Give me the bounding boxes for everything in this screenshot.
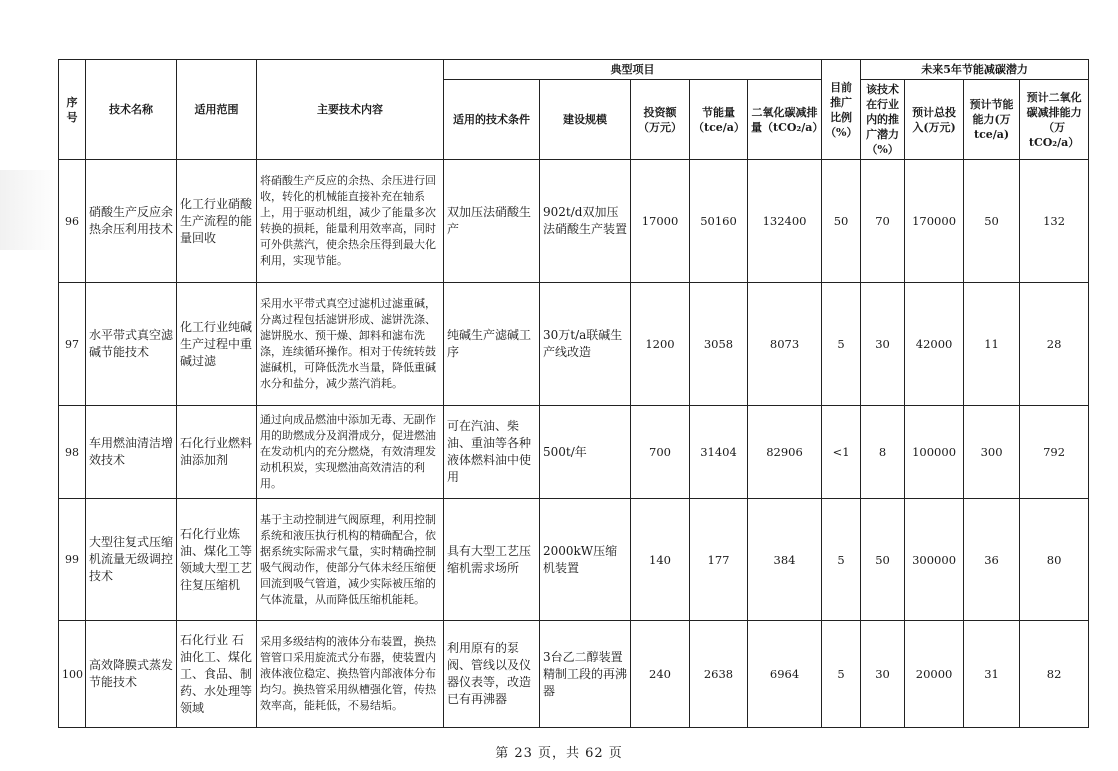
- header-seq: 序号: [59, 60, 86, 160]
- cell-saving-capacity: 36: [964, 499, 1020, 621]
- header-co2-capacity: 预计二氧化碳减排能力（万tCO₂/a）: [1020, 80, 1089, 160]
- header-scale: 建设规模: [540, 80, 631, 160]
- cell-potential: 8: [861, 406, 905, 499]
- cell-content: 将硝酸生产反应的余热、余压进行回收，转化的机械能直接补充在轴系上，用于驱动机组，减少了能量多次转换的损耗，能量利用效率高，同时可外供蒸汽，使余热余压得到最大化利用，实现节能。: [257, 160, 444, 283]
- cell-name: 车用燃油清洁增效技术: [86, 406, 177, 499]
- cell-condition: 利用原有的泵阀、管线以及仪器仪表等，改造已有再沸器: [444, 621, 540, 728]
- cell-content: 采用水平带式真空过滤机过滤重碱，分离过程包括滤饼形成、滤饼洗涤、滤饼脱水、预干燥、卸料和滤布洗涤，连续循环操作。相对于传统转鼓滤碱机，可降低洗水当量，降低重碱水分和盐分，减少蒸汽消耗。: [257, 283, 444, 406]
- cell-investment: 1200: [631, 283, 690, 406]
- cell-scale: 902t/d双加压法硝酸生产装置: [540, 160, 631, 283]
- cell-saving-capacity: 31: [964, 621, 1020, 728]
- cell-current-ratio: 5: [822, 621, 861, 728]
- cell-investment: 140: [631, 499, 690, 621]
- cell-seq: 98: [59, 406, 86, 499]
- cell-co2-reduction: 384: [748, 499, 822, 621]
- cell-co2-capacity: 28: [1020, 283, 1089, 406]
- cell-total-investment: 300000: [905, 499, 964, 621]
- cell-seq: 96: [59, 160, 86, 283]
- cell-scope: 化工行业硝酸生产流程的能量回收: [177, 160, 257, 283]
- table-row: [59, 499, 1089, 621]
- cell-scope: 石化行业 石油化工、煤化工、食品、制药、水处理等领域: [177, 621, 257, 728]
- cell-scale: 3台乙二醇装置精制工段的再沸器: [540, 621, 631, 728]
- cell-co2-reduction: 8073: [748, 283, 822, 406]
- cell-scale: 2000kW压缩机装置: [540, 499, 631, 621]
- page-number-footer: 第 23 页，共 62 页: [495, 746, 623, 761]
- cell-co2-reduction: 82906: [748, 406, 822, 499]
- cell-co2-capacity: 792: [1020, 406, 1089, 499]
- cell-scope: 石化行业炼油、煤化工等领域大型工艺往复压缩机: [177, 499, 257, 621]
- header-content: 主要技术内容: [257, 60, 444, 160]
- cell-total-investment: 100000: [905, 406, 964, 499]
- header-total-investment: 预计总投入(万元): [905, 80, 964, 160]
- cell-energy-saving: 3058: [690, 283, 748, 406]
- cell-total-investment: 42000: [905, 283, 964, 406]
- cell-investment: 700: [631, 406, 690, 499]
- header-scope: 适用范围: [177, 60, 257, 160]
- scan-edge-shadow: [0, 170, 60, 250]
- header-current-ratio: 目前推广比例（%）: [822, 60, 861, 160]
- cell-energy-saving: 50160: [690, 160, 748, 283]
- cell-condition: 具有大型工艺压缩机需求场所: [444, 499, 540, 621]
- cell-current-ratio: 5: [822, 283, 861, 406]
- header-condition: 适用的技术条件: [444, 80, 540, 160]
- header-name: 技术名称: [86, 60, 177, 160]
- cell-seq: 99: [59, 499, 86, 621]
- cell-name: 硝酸生产反应余热余压利用技术: [86, 160, 177, 283]
- cell-content: 通过向成品燃油中添加无毒、无副作用的助燃成分及润滑成分，促进燃油在发动机内的充分燃烧，有效清理发动机积炭，实现燃油高效清洁的利用。: [257, 406, 444, 499]
- cell-name: 水平带式真空滤碱节能技术: [86, 283, 177, 406]
- cell-condition: 双加压法硝酸生产: [444, 160, 540, 283]
- cell-potential: 30: [861, 621, 905, 728]
- cell-energy-saving: 177: [690, 499, 748, 621]
- header-row-1: [59, 60, 1089, 80]
- cell-seq: 97: [59, 283, 86, 406]
- cell-energy-saving: 31404: [690, 406, 748, 499]
- header-energy-saving: 节能量（tce/a）: [690, 80, 748, 160]
- header-typical-project-group: 典型项目: [444, 60, 822, 80]
- cell-scope: 石化行业燃料油添加剂: [177, 406, 257, 499]
- cell-co2-capacity: 82: [1020, 621, 1089, 728]
- cell-name: 大型往复式压缩机流量无级调控技术: [86, 499, 177, 621]
- cell-condition: 纯碱生产滤碱工序: [444, 283, 540, 406]
- cell-total-investment: 20000: [905, 621, 964, 728]
- table-row: [59, 160, 1089, 283]
- header-co2-reduction: 二氧化碳减排量（tCO₂/a）: [748, 80, 822, 160]
- cell-potential: 50: [861, 499, 905, 621]
- cell-saving-capacity: 11: [964, 283, 1020, 406]
- cell-saving-capacity: 50: [964, 160, 1020, 283]
- cell-current-ratio: <1: [822, 406, 861, 499]
- cell-scope: 化工行业纯碱生产过程中重碱过滤: [177, 283, 257, 406]
- cell-potential: 30: [861, 283, 905, 406]
- cell-current-ratio: 50: [822, 160, 861, 283]
- technology-table: [58, 59, 1089, 728]
- table-row: [59, 283, 1089, 406]
- cell-scale: 30万t/a联碱生产线改造: [540, 283, 631, 406]
- cell-current-ratio: 5: [822, 499, 861, 621]
- table-row: [59, 621, 1089, 728]
- cell-content: 基于主动控制进气阀原理，利用控制系统和液压执行机构的精确配合，依据系统实际需求气量，实时精确控制吸气阀动作，使部分气体未经压缩便回流到吸气管道，减少实际被压缩的气体流量，从而降低压缩机能耗。: [257, 499, 444, 621]
- cell-co2-capacity: 132: [1020, 160, 1089, 283]
- header-future-potential-group: 未来5年节能减碳潜力: [861, 60, 1089, 80]
- cell-co2-reduction: 132400: [748, 160, 822, 283]
- cell-investment: 17000: [631, 160, 690, 283]
- header-saving-capacity: 预计节能能力(万tce/a): [964, 80, 1020, 160]
- cell-investment: 240: [631, 621, 690, 728]
- cell-seq: 100: [59, 621, 86, 728]
- cell-co2-reduction: 6964: [748, 621, 822, 728]
- cell-content: 采用多级结构的液体分布装置，换热管管口采用旋流式分布器，使装置内液体液位稳定、换热管内部液体分布均匀。换热管采用纵槽强化管，传热效率高，能耗低，不易结垢。: [257, 621, 444, 728]
- header-potential: 该技术在行业内的推广潜力（%）: [861, 80, 905, 160]
- table-row: [59, 406, 1089, 499]
- cell-co2-capacity: 80: [1020, 499, 1089, 621]
- cell-name: 高效降膜式蒸发节能技术: [86, 621, 177, 728]
- cell-saving-capacity: 300: [964, 406, 1020, 499]
- cell-scale: 500t/年: [540, 406, 631, 499]
- cell-potential: 70: [861, 160, 905, 283]
- cell-energy-saving: 2638: [690, 621, 748, 728]
- cell-total-investment: 170000: [905, 160, 964, 283]
- cell-condition: 可在汽油、柴油、重油等各种液体燃料油中使用: [444, 406, 540, 499]
- header-investment: 投资额（万元）: [631, 80, 690, 160]
